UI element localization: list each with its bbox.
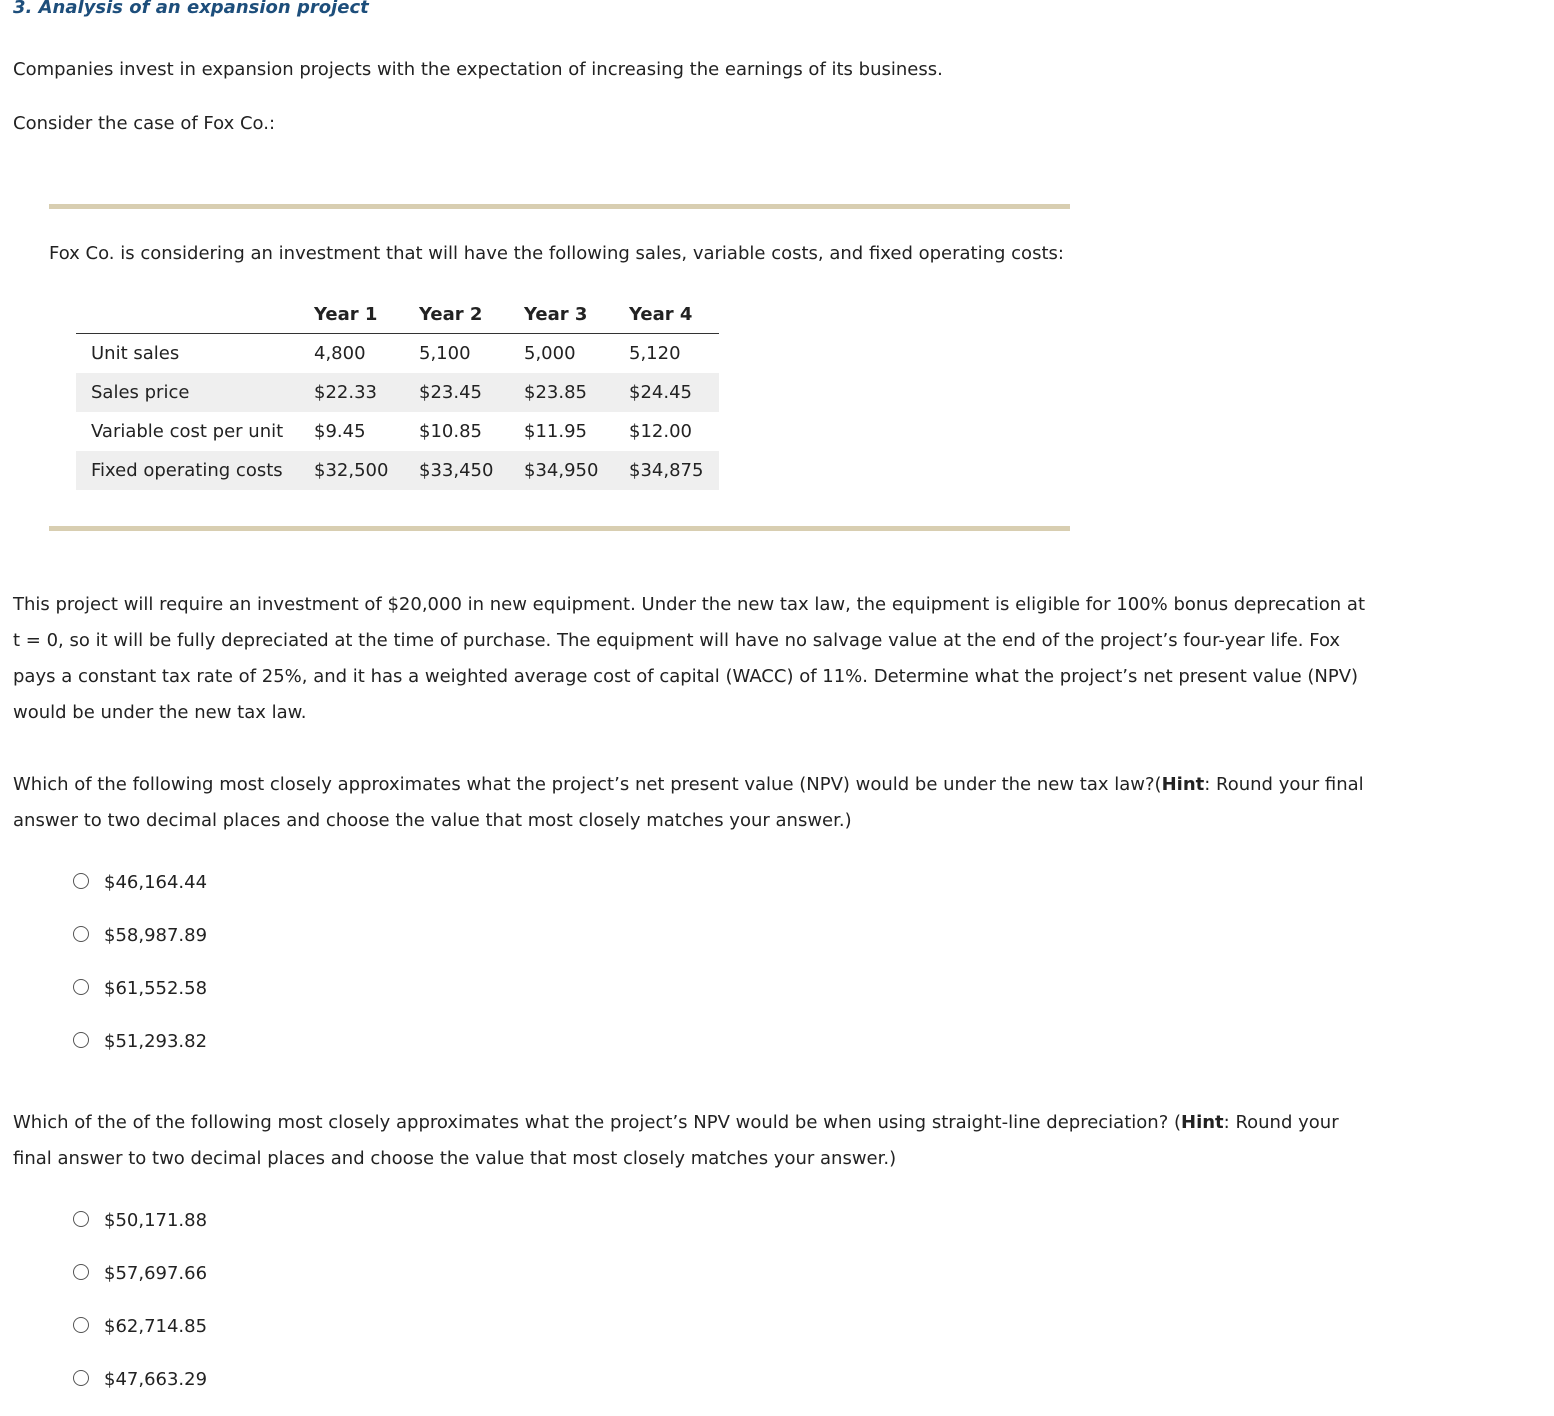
- project-text-line3: pays a constant tax rate of 25%, and it has a weighted average cost of capital (WACC) of 11%. Determine what the project’s net present value (NPV): [13, 666, 1359, 687]
- question2-option[interactable]: [73, 1207, 207, 1233]
- table-header-year4: Year 4: [614, 296, 719, 334]
- table-cell: $22.33: [299, 373, 404, 412]
- question1-text-end: : Round your final: [1204, 774, 1364, 795]
- cost-table: [76, 296, 719, 490]
- question2-option[interactable]: [73, 1260, 207, 1286]
- table-cell: $11.95: [524, 421, 587, 442]
- question2-line2: final answer to two decimal places and choose the value that most closely matches your answer.): [13, 1148, 897, 1169]
- row-label: Variable cost per unit: [91, 421, 284, 442]
- table-row: [76, 412, 719, 451]
- option-label: $58,987.89: [104, 924, 208, 946]
- table-cell: 5,000: [524, 343, 576, 364]
- table-header-year3: Year 3: [509, 296, 614, 334]
- bottom-divider: [49, 526, 1070, 531]
- table-row: [76, 373, 719, 412]
- table-cell: $23.45: [404, 373, 509, 412]
- hint-label: Hint: [1181, 1112, 1224, 1133]
- top-divider: [49, 204, 1070, 209]
- table-header-year1: Year 1: [299, 296, 404, 334]
- radio-button[interactable]: [73, 1264, 89, 1280]
- table-cell: $33,450: [404, 451, 509, 490]
- table-row: [76, 451, 719, 490]
- question1-option[interactable]: [73, 922, 207, 948]
- table-header-row: [76, 296, 719, 334]
- option-label: $46,164.44: [104, 871, 208, 893]
- table-header-empty: [76, 296, 299, 334]
- question2-text-start: Which of the of the following most closely approximates what the project’s NPV would be when using straight-line depreciation? (: [13, 1112, 1181, 1133]
- option-label: $61,552.58: [104, 977, 208, 999]
- question2-option[interactable]: [73, 1366, 207, 1392]
- question1-line1: [13, 767, 1364, 803]
- table-row: [76, 334, 719, 374]
- project-text-line2: t = 0, so it will be fully depreciated at the time of purchase. The equipment will have no salvage value at the end of the project’s four-year life. Fox: [13, 630, 1341, 651]
- table-cell: $23.85: [509, 373, 614, 412]
- table-cell: 5,120: [629, 343, 681, 364]
- intro-text: Companies invest in expansion projects with the expectation of increasing the earnings of its business.: [13, 59, 943, 80]
- option-label: $47,663.29: [104, 1368, 208, 1390]
- question1-option[interactable]: [73, 869, 207, 895]
- option-label: $57,697.66: [104, 1262, 208, 1284]
- radio-button[interactable]: [73, 873, 89, 889]
- project-text-line4: would be under the new tax law.: [13, 702, 307, 723]
- radio-button[interactable]: [73, 926, 89, 942]
- radio-button[interactable]: [73, 1032, 89, 1048]
- radio-button[interactable]: [73, 1211, 89, 1227]
- row-label: Unit sales: [91, 343, 180, 364]
- row-label: Sales price: [76, 373, 299, 412]
- row-label: Fixed operating costs: [76, 451, 299, 490]
- table-cell: $10.85: [419, 421, 482, 442]
- question2-line1: [13, 1105, 1339, 1141]
- table-header-year2: Year 2: [404, 296, 509, 334]
- option-label: $62,714.85: [104, 1315, 208, 1337]
- hint-label: Hint: [1161, 774, 1205, 795]
- option-label: $50,171.88: [104, 1209, 208, 1231]
- question1-line2: answer to two decimal places and choose the value that most closely matches your answer.): [13, 810, 852, 831]
- table-cell: $32,500: [299, 451, 404, 490]
- case-description: Fox Co. is considering an investment that will have the following sales, variable costs, and fixed operating costs:: [49, 243, 1064, 264]
- question2-text-end: : Round your: [1223, 1112, 1339, 1133]
- radio-button[interactable]: [73, 1370, 89, 1386]
- table-cell: $24.45: [614, 373, 719, 412]
- option-label: $51,293.82: [104, 1030, 208, 1052]
- radio-button[interactable]: [73, 979, 89, 995]
- consider-text: Consider the case of Fox Co.:: [13, 113, 276, 134]
- question2-option[interactable]: [73, 1313, 207, 1339]
- question1-option[interactable]: [73, 975, 207, 1001]
- table-cell: $34,950: [509, 451, 614, 490]
- project-text-line1: This project will require an investment of $20,000 in new equipment. Under the new tax law, the equipment is eligible for 100% bonus deprecation at: [13, 594, 1366, 615]
- table-cell: 4,800: [314, 343, 366, 364]
- table-cell: $12.00: [629, 421, 692, 442]
- table-cell: 5,100: [419, 343, 471, 364]
- radio-button[interactable]: [73, 1317, 89, 1333]
- question1-text-start: Which of the following most closely approximates what the project’s net present value (NPV) would be under the new tax law?(: [13, 774, 1162, 795]
- table-cell: $9.45: [314, 421, 366, 442]
- question1-option[interactable]: [73, 1028, 207, 1054]
- question-title: 3. Analysis of an expansion project: [13, 0, 369, 18]
- table-cell: $34,875: [614, 451, 719, 490]
